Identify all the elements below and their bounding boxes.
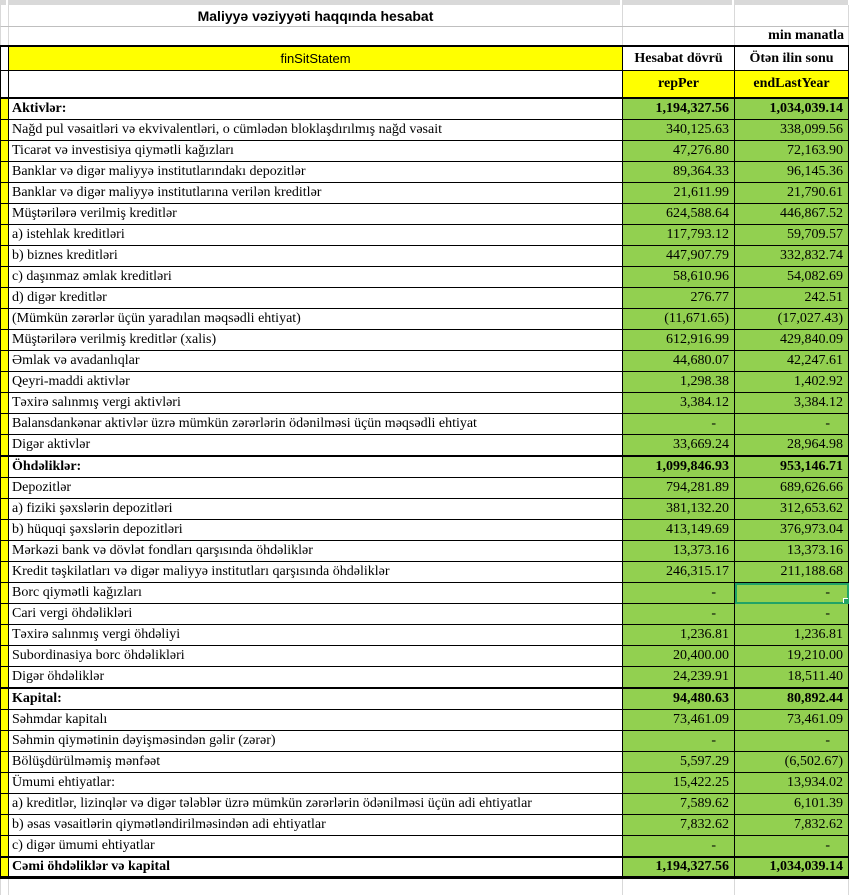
table-row [0,773,849,794]
table-row [0,309,849,330]
value-end-last-year-cell[interactable]: - [735,731,849,752]
value-end-last-year-cell[interactable]: 19,210.00 [735,646,849,667]
row-label-cell[interactable]: Digər aktivlər [9,435,623,456]
table-row [0,120,849,141]
value-report-period-cell[interactable]: 13,373.16 [623,541,735,562]
row-marker-cell[interactable] [1,794,9,815]
value-report-period-cell[interactable]: 89,364.33 [623,162,735,183]
row-marker-cell[interactable] [1,689,9,710]
row-label-cell[interactable]: Cari vergi öhdəlikləri [9,604,623,625]
table-row [0,857,849,879]
value-end-last-year-cell[interactable]: 80,892.44 [735,689,849,710]
value-end-last-year-cell-selected[interactable]: - [735,583,849,604]
table-row [0,204,849,225]
title-spacer-cell[interactable] [1,5,9,26]
table-row [0,520,849,541]
value-end-last-year-cell[interactable]: 689,626.66 [735,478,849,499]
row-label-cell[interactable]: Mərkəzi bank və dövlət fondları qarşısında öhdəliklər [9,541,623,562]
table-row [0,414,849,435]
value-report-period-cell[interactable]: - [623,583,735,604]
table-body [0,99,849,879]
code-empty-cell[interactable] [9,71,623,99]
row-label-cell[interactable]: Banklar və digər maliyyə institutlarındakı depozitlər [9,162,623,183]
value-end-last-year-cell[interactable]: 1,236.81 [735,625,849,646]
row-label-cell[interactable]: Banklar və digər maliyyə institutlarına verilən kreditlər [9,183,623,204]
row-label-cell[interactable]: c) digər ümumi ehtiyatlar [9,836,623,857]
value-end-last-year-cell[interactable]: 312,653.62 [735,499,849,520]
value-end-last-year-cell[interactable]: 7,832.62 [735,815,849,836]
title-cell[interactable] [9,5,623,26]
value-end-last-year-cell[interactable]: 13,934.02 [735,773,849,794]
row-label-cell[interactable]: Digər öhdəliklər [9,667,623,688]
row-marker-cell[interactable] [1,646,9,667]
value-report-period-cell[interactable]: 47,276.80 [623,141,735,162]
unit-spacer-cell[interactable] [1,27,9,45]
empty-cell[interactable] [1,879,9,895]
value-end-last-year-cell[interactable]: (6,502.67) [735,752,849,773]
table-row [0,667,849,688]
row-marker-cell[interactable] [1,710,9,731]
table-row [0,456,849,478]
header-row [0,45,849,71]
row-marker-cell[interactable] [1,583,9,604]
row-marker-cell[interactable] [1,541,9,562]
header-marker-cell[interactable] [1,47,9,71]
row-marker-cell[interactable] [1,267,9,288]
row-marker-cell[interactable] [1,858,9,879]
value-report-period-cell[interactable]: 58,610.96 [623,267,735,288]
table-row [0,288,849,309]
value-end-last-year-cell[interactable]: 446,867.52 [735,204,849,225]
row-label-cell[interactable]: Ticarət və investisiya qiymətli kağızları [9,141,623,162]
table-row [0,710,849,731]
row-label-cell[interactable]: Borc qiymətli kağızları [9,583,623,604]
row-label-cell[interactable]: Müştərilərə verilmiş kreditlər [9,204,623,225]
table-row [0,583,849,604]
title-row [0,5,849,27]
value-end-last-year-cell[interactable]: 338,099.56 [735,120,849,141]
value-end-last-year-cell[interactable]: - [735,604,849,625]
row-marker-cell[interactable] [1,604,9,625]
page-title: Maliyyə vəziyyəti haqqında hesabat [197,7,434,24]
table-row [0,435,849,456]
table-row [0,141,849,162]
value-end-last-year-cell[interactable]: 21,790.61 [735,183,849,204]
value-report-period-cell[interactable]: - [623,604,735,625]
value-end-last-year-cell[interactable]: 953,146.71 [735,457,849,478]
table-row [0,478,849,499]
row-marker-cell[interactable] [1,752,9,773]
value-report-period-cell[interactable]: 7,589.62 [623,794,735,815]
row-marker-cell[interactable] [1,836,9,857]
row-label-cell[interactable]: Bölüşdürülməmiş mənfəət [9,752,623,773]
row-label-cell[interactable]: Müştərilərə verilmiş kreditlər (xalis) [9,330,623,351]
value-end-last-year-cell[interactable]: 73,461.09 [735,710,849,731]
row-marker-cell[interactable] [1,204,9,225]
value-report-period-cell[interactable]: 73,461.09 [623,710,735,731]
value-end-last-year-cell[interactable]: 13,373.16 [735,541,849,562]
table-row [0,562,849,583]
row-label-cell[interactable]: Ümumi ehtiyatlar: [9,773,623,794]
column-header-label: Ötən ilin sonu [749,50,834,66]
value-end-last-year-cell[interactable]: 332,832.74 [735,246,849,267]
code-label: repPer [658,76,699,91]
column-header-report-period[interactable] [623,47,735,71]
row-label-cell[interactable]: Səhmin qiymətinin dəyişməsindən gəlir (zərər) [9,731,623,752]
row-label-cell[interactable]: a) istehlak kreditləri [9,225,623,246]
row-marker-cell[interactable] [1,120,9,141]
value-end-last-year-cell[interactable]: 54,082.69 [735,267,849,288]
value-end-last-year-cell[interactable]: - [735,414,849,435]
table-row [0,541,849,562]
table-row [0,267,849,288]
row-marker-cell[interactable] [1,141,9,162]
row-label-cell[interactable]: Nağd pul vəsaitləri və ekvivalentləri, o cümlədən bloklaşdırılmış nağd vəsait [9,120,623,141]
table-row [0,225,849,246]
title-spacer-cell[interactable] [623,5,735,26]
code-end-last-year-cell[interactable] [735,71,849,99]
value-end-last-year-cell[interactable]: 211,188.68 [735,562,849,583]
value-end-last-year-cell[interactable]: 3,384.12 [735,393,849,414]
value-report-period-cell[interactable]: 1,236.81 [623,625,735,646]
table-row [0,162,849,183]
table-row [0,731,849,752]
row-marker-cell[interactable] [1,667,9,688]
column-header-end-last-year[interactable] [735,47,849,71]
value-end-last-year-cell[interactable]: 96,145.36 [735,162,849,183]
value-end-last-year-cell[interactable]: 242.51 [735,288,849,309]
row-label-cell[interactable]: (Mümkün zərərlər üçün yaradılan məqsədli ehtiyat) [9,309,623,330]
value-end-last-year-cell[interactable]: 1,034,039.14 [735,99,849,120]
row-marker-cell[interactable] [1,478,9,499]
table-row [0,393,849,414]
value-report-period-cell[interactable]: 7,832.62 [623,815,735,836]
table-row [0,836,849,857]
row-label-cell[interactable]: Aktivlər: [9,99,623,120]
row-label-cell[interactable]: a) fiziki şəxslərin depozitləri [9,499,623,520]
row-label-cell[interactable]: Təxirə salınmış vergi öhdəliyi [9,625,623,646]
row-marker-cell[interactable] [1,288,9,309]
code-marker-cell[interactable] [1,71,9,99]
row-label-cell[interactable]: c) daşınmaz əmlak kreditləri [9,267,623,288]
value-report-period-cell[interactable]: 276.77 [623,288,735,309]
row-label-cell[interactable]: Kapital: [9,689,623,710]
row-marker-cell[interactable] [1,414,9,435]
value-end-last-year-cell[interactable]: 6,101.39 [735,794,849,815]
row-marker-cell[interactable] [1,351,9,372]
row-marker-cell[interactable] [1,372,9,393]
value-report-period-cell[interactable]: 15,422.25 [623,773,735,794]
value-end-last-year-cell[interactable]: - [735,836,849,857]
table-row [0,815,849,836]
table-row [0,330,849,351]
value-report-period-cell[interactable]: 5,597.29 [623,752,735,773]
row-marker-cell[interactable] [1,246,9,267]
value-end-last-year-cell[interactable]: 59,709.57 [735,225,849,246]
value-end-last-year-cell[interactable]: 42,247.61 [735,351,849,372]
table-row [0,646,849,667]
table-row [0,625,849,646]
row-marker-cell[interactable] [1,773,9,794]
table-row [0,794,849,815]
table-row [0,183,849,204]
value-report-period-cell[interactable]: - [623,414,735,435]
unit-note-cell[interactable] [735,27,849,45]
row-marker-cell[interactable] [1,520,9,541]
row-label-cell[interactable]: Subordinasiya borc öhdəlikləri [9,646,623,667]
row-label-cell[interactable]: a) kreditlər, lizinqlər və digər tələblər üzrə mümkün zərərlərin ödənilməsi üçün adi ehtiyatlar [9,794,623,815]
form-code-cell[interactable] [9,47,623,71]
value-report-period-cell[interactable]: 624,588.64 [623,204,735,225]
row-label-cell[interactable]: b) biznes kreditləri [9,246,623,267]
row-marker-cell[interactable] [1,162,9,183]
value-report-period-cell[interactable]: 94,480.63 [623,689,735,710]
row-marker-cell[interactable] [1,435,9,456]
row-label-cell[interactable]: Öhdəliklər: [9,457,623,478]
empty-cell[interactable] [9,879,623,895]
row-marker-cell[interactable] [1,499,9,520]
value-report-period-cell[interactable]: 612,916.99 [623,330,735,351]
value-report-period-cell[interactable]: 381,132.20 [623,499,735,520]
value-end-last-year-cell[interactable]: (17,027.43) [735,309,849,330]
code-row [0,71,849,99]
value-end-last-year-cell[interactable]: 429,840.09 [735,330,849,351]
row-marker-cell[interactable] [1,393,9,414]
row-marker-cell[interactable] [1,309,9,330]
value-report-period-cell[interactable]: 1,194,327.56 [623,99,735,120]
row-marker-cell[interactable] [1,731,9,752]
row-label-cell[interactable]: d) digər kreditlər [9,288,623,309]
value-report-period-cell[interactable]: 1,194,327.56 [623,858,735,879]
empty-cell[interactable] [623,879,735,895]
table-row [0,351,849,372]
value-report-period-cell[interactable]: 3,384.12 [623,393,735,414]
value-report-period-cell[interactable]: 1,298.38 [623,372,735,393]
value-report-period-cell[interactable]: 21,611.99 [623,183,735,204]
row-marker-cell[interactable] [1,562,9,583]
value-report-period-cell[interactable]: 24,239.91 [623,667,735,688]
row-label-cell[interactable]: Əmlak və avadanlıqlar [9,351,623,372]
row-label-cell[interactable]: Kredit təşkilatları və digər maliyyə institutları qarşısında öhdəliklər [9,562,623,583]
value-report-period-cell[interactable]: 246,315.17 [623,562,735,583]
row-marker-cell[interactable] [1,183,9,204]
table-row [0,604,849,625]
value-end-last-year-cell[interactable]: 18,511.40 [735,667,849,688]
unit-spacer-cell[interactable] [9,27,623,45]
row-label-cell[interactable]: b) əsas vəsaitlərin qiymətləndirilməsindən adi ehtiyatlar [9,815,623,836]
value-report-period-cell[interactable]: 20,400.00 [623,646,735,667]
row-marker-cell[interactable] [1,99,9,120]
value-report-period-cell[interactable]: - [623,731,735,752]
value-report-period-cell[interactable]: (11,671.65) [623,309,735,330]
value-report-period-cell[interactable]: 117,793.12 [623,225,735,246]
value-end-last-year-cell[interactable]: 376,973.04 [735,520,849,541]
row-marker-cell[interactable] [1,457,9,478]
bottom-empty-row [0,879,849,895]
row-label-cell[interactable]: Cəmi öhdəliklər və kapital [9,858,623,879]
value-end-last-year-cell[interactable]: 1,034,039.14 [735,858,849,879]
unit-note: min manatla [768,28,844,43]
title-spacer-cell[interactable] [735,5,849,26]
row-label-cell[interactable]: Səhmdar kapitalı [9,710,623,731]
row-marker-cell[interactable] [1,625,9,646]
column-header-label: Hesabat dövrü [634,50,723,66]
row-marker-cell[interactable] [1,815,9,836]
row-label-cell[interactable]: b) hüquqi şəxslərin depozitləri [9,520,623,541]
value-report-period-cell[interactable]: 33,669.24 [623,435,735,456]
unit-row [0,27,849,45]
row-marker-cell[interactable] [1,225,9,246]
row-marker-cell[interactable] [1,330,9,351]
row-label-cell[interactable]: Təxirə salınmış vergi aktivləri [9,393,623,414]
table-row [0,372,849,393]
table-row [0,99,849,120]
value-end-last-year-cell[interactable]: 28,964.98 [735,435,849,456]
empty-cell[interactable] [735,879,849,895]
table-row [0,499,849,520]
code-label: endLastYear [753,76,830,91]
code-report-period-cell[interactable] [623,71,735,99]
value-report-period-cell[interactable]: 794,281.89 [623,478,735,499]
value-report-period-cell[interactable]: 413,149.69 [623,520,735,541]
form-code: finSitStatem [280,51,351,66]
row-label-cell[interactable]: Depozitlər [9,478,623,499]
value-report-period-cell[interactable]: 1,099,846.93 [623,457,735,478]
value-report-period-cell[interactable]: 340,125.63 [623,120,735,141]
value-end-last-year-cell[interactable]: 72,163.90 [735,141,849,162]
unit-spacer-cell[interactable] [623,27,735,45]
value-report-period-cell[interactable]: 44,680.07 [623,351,735,372]
table-row [0,246,849,267]
row-label-cell[interactable]: Qeyri-maddi aktivlər [9,372,623,393]
table-row [0,688,849,710]
value-report-period-cell[interactable]: 447,907.79 [623,246,735,267]
row-label-cell[interactable]: Balansdankənar aktivlər üzrə mümkün zərərlərin ödənilməsi üçün məqsədli ehtiyat [9,414,623,435]
table-row [0,752,849,773]
value-end-last-year-cell[interactable]: 1,402.92 [735,372,849,393]
value-report-period-cell[interactable]: - [623,836,735,857]
